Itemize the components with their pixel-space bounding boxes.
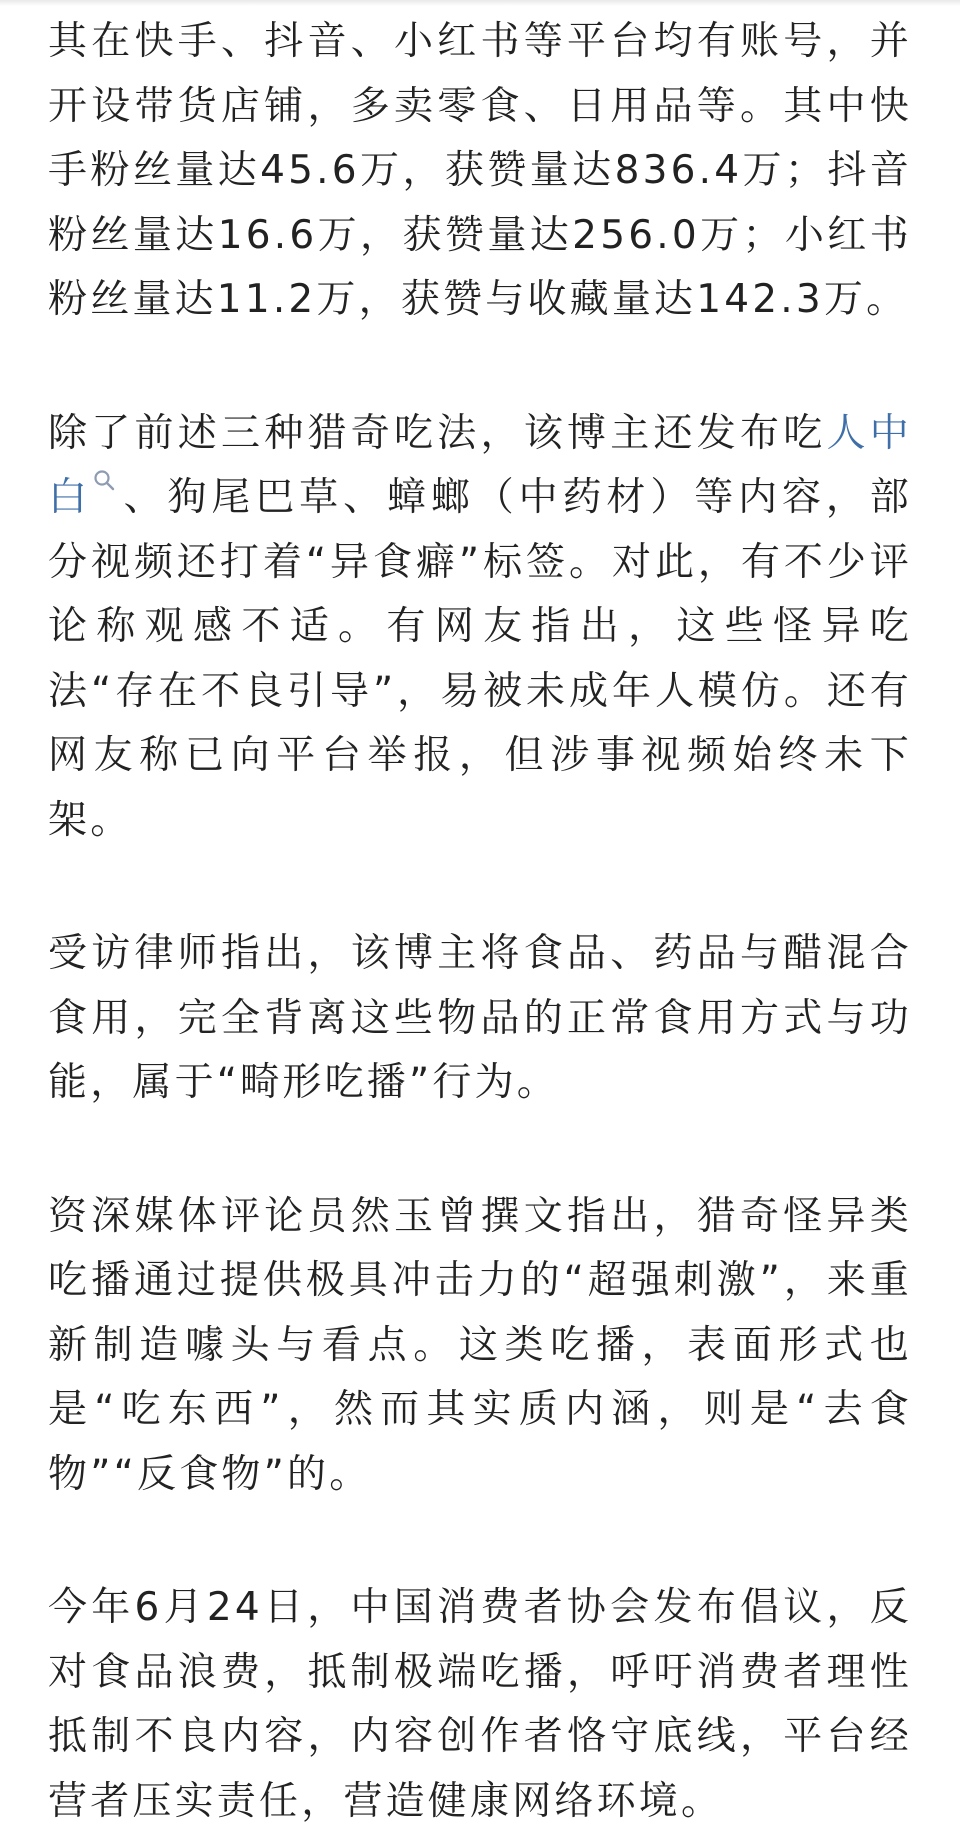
paragraph-text-before-link: 除了前述三种猎奇吃法，该博主还发布吃 (48, 410, 827, 456)
article-body (48, 10, 912, 1834)
paragraph-accounts: 其在快手、抖音、小红书等平台均有账号，并开设带货店铺，多卖零食、日用品等。其中快手粉丝量达45.6万，获赞量达836.4万；抖音粉丝量达16.6万，获赞量达256.0万；小红书粉丝量达11.2万，获赞与收藏量达142.3万。 (48, 19, 912, 322)
paragraph-commentator-opinion: 资深媒体评论员然玉曾撰文指出，猎奇怪异类吃播通过提供极具冲击力的“超强刺激”，来重新制造噱头与看点。这类吃播，表面形式也是“吃东西”，然而其实质内涵，则是“去食物”“反食物”的。 (48, 1193, 912, 1497)
search-link-renzhongbai[interactable]: 人中白 (48, 410, 912, 520)
paragraph-lawyer-comment: 受访律师指出，该博主将食品、药品与醋混合食用，完全背离这些物品的正常食用方式与功能，属于“畸形吃播”行为。 (48, 931, 912, 1105)
paragraph-consumer-association: 今年6月24日，中国消费者协会发布倡议，反对食品浪费，抵制极端吃播，呼吁消费者理性抵制不良内容，内容创作者恪守底线，平台经营者压实责任，营造健康网络环境。 (48, 1585, 912, 1824)
top-divider (0, 0, 960, 6)
paragraph-text-after-link: 、狗尾巴草、蟑螂（中药材）等内容，部分视频还打着“异食癖”标签。对此，有不少评论称观感不适。有网友指出，这些怪异吃法“存在不良引导”，易被未成年人模仿。还有网友称已向平台举报，但涉事视频始终未下架。 (48, 475, 913, 843)
search-icon[interactable] (92, 468, 118, 494)
paragraph-content-types (48, 402, 912, 854)
